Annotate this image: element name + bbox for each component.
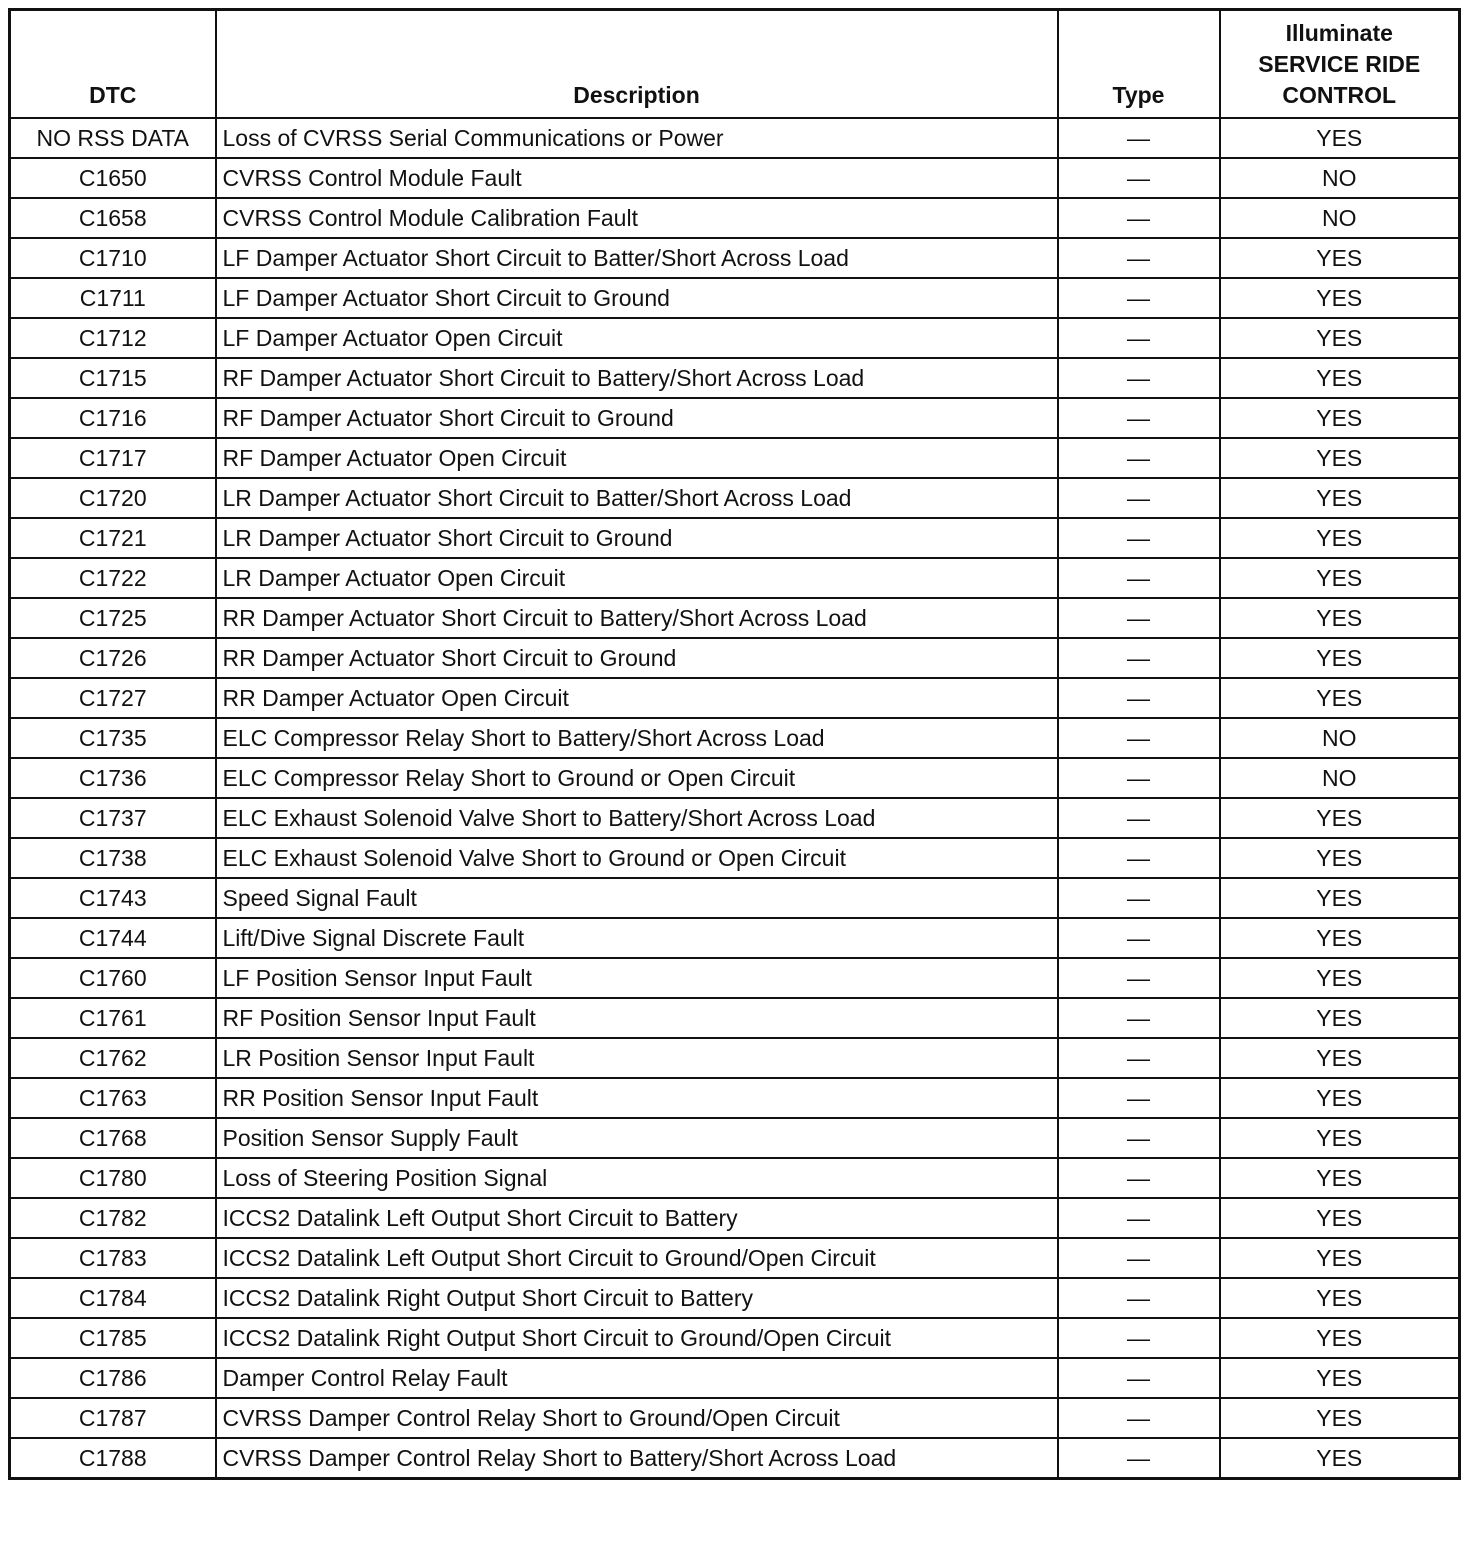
dtc-code-cell: C1786 — [10, 1358, 216, 1398]
type-cell: — — [1058, 678, 1220, 718]
type-cell: — — [1058, 1318, 1220, 1358]
illuminate-cell: YES — [1220, 1038, 1460, 1078]
table-row — [10, 1118, 1460, 1158]
illuminate-cell: YES — [1220, 598, 1460, 638]
type-cell: — — [1058, 1158, 1220, 1198]
table-row — [10, 318, 1460, 358]
header-row — [10, 10, 1460, 119]
table-row — [10, 918, 1460, 958]
type-cell: — — [1058, 238, 1220, 278]
illuminate-cell: YES — [1220, 1078, 1460, 1118]
type-cell: — — [1058, 838, 1220, 878]
illuminate-cell: YES — [1220, 1438, 1460, 1479]
dtc-code-cell: C1760 — [10, 958, 216, 998]
type-cell: — — [1058, 1118, 1220, 1158]
illuminate-cell: YES — [1220, 1198, 1460, 1238]
illuminate-cell: YES — [1220, 398, 1460, 438]
type-cell: — — [1058, 998, 1220, 1038]
table-row — [10, 838, 1460, 878]
dtc-code-cell: C1715 — [10, 358, 216, 398]
header-illuminate-line-2: SERVICE RIDE — [1258, 51, 1421, 77]
dtc-code-cell: C1738 — [10, 838, 216, 878]
table-row — [10, 878, 1460, 918]
description-cell: LF Position Sensor Input Fault — [216, 958, 1058, 998]
table-row — [10, 1158, 1460, 1198]
type-cell: — — [1058, 798, 1220, 838]
type-cell: — — [1058, 958, 1220, 998]
description-cell: CVRSS Control Module Fault — [216, 158, 1058, 198]
illuminate-cell: YES — [1220, 358, 1460, 398]
header-dtc: DTC — [10, 10, 216, 119]
description-cell: RF Damper Actuator Short Circuit to Ground — [216, 398, 1058, 438]
type-cell: — — [1058, 518, 1220, 558]
type-cell: — — [1058, 1078, 1220, 1118]
dtc-code-cell: C1737 — [10, 798, 216, 838]
header-illuminate-line-1: Illuminate — [1285, 20, 1393, 46]
dtc-code-cell: C1727 — [10, 678, 216, 718]
illuminate-cell: YES — [1220, 638, 1460, 678]
illuminate-cell: YES — [1220, 1118, 1460, 1158]
dtc-code-cell: C1787 — [10, 1398, 216, 1438]
illuminate-cell: YES — [1220, 1358, 1460, 1398]
description-cell: LF Damper Actuator Open Circuit — [216, 318, 1058, 358]
description-cell: RF Damper Actuator Open Circuit — [216, 438, 1058, 478]
type-cell: — — [1058, 638, 1220, 678]
dtc-code-cell: C1763 — [10, 1078, 216, 1118]
type-cell: — — [1058, 278, 1220, 318]
table-row — [10, 1318, 1460, 1358]
type-cell: — — [1058, 1198, 1220, 1238]
description-cell: LR Position Sensor Input Fault — [216, 1038, 1058, 1078]
illuminate-cell: YES — [1220, 1398, 1460, 1438]
description-cell: RF Damper Actuator Short Circuit to Battery/Short Across Load — [216, 358, 1058, 398]
illuminate-cell: NO — [1220, 718, 1460, 758]
table-row — [10, 1198, 1460, 1238]
type-cell: — — [1058, 558, 1220, 598]
table-row — [10, 158, 1460, 198]
dtc-code-cell: C1726 — [10, 638, 216, 678]
table-row — [10, 1438, 1460, 1479]
table-row — [10, 1398, 1460, 1438]
description-cell: Loss of CVRSS Serial Communications or Power — [216, 118, 1058, 158]
description-cell: ICCS2 Datalink Right Output Short Circuit to Ground/Open Circuit — [216, 1318, 1058, 1358]
description-cell: LR Damper Actuator Short Circuit to Ground — [216, 518, 1058, 558]
table-row — [10, 558, 1460, 598]
header-illuminate — [1220, 10, 1460, 119]
table-row — [10, 598, 1460, 638]
dtc-code-cell: C1721 — [10, 518, 216, 558]
illuminate-cell: YES — [1220, 518, 1460, 558]
description-cell: RF Position Sensor Input Fault — [216, 998, 1058, 1038]
header-illuminate-line-3: CONTROL — [1282, 82, 1397, 108]
dtc-code-cell: C1720 — [10, 478, 216, 518]
dtc-code-cell: C1710 — [10, 238, 216, 278]
type-cell: — — [1058, 158, 1220, 198]
table-row — [10, 798, 1460, 838]
illuminate-cell: YES — [1220, 118, 1460, 158]
description-cell: ELC Compressor Relay Short to Ground or Open Circuit — [216, 758, 1058, 798]
dtc-code-cell: C1735 — [10, 718, 216, 758]
description-cell: LF Damper Actuator Short Circuit to Ground — [216, 278, 1058, 318]
illuminate-cell: YES — [1220, 318, 1460, 358]
type-cell: — — [1058, 758, 1220, 798]
dtc-code-cell: C1782 — [10, 1198, 216, 1238]
type-cell: — — [1058, 1238, 1220, 1278]
dtc-code-cell: C1783 — [10, 1238, 216, 1278]
description-cell: LR Damper Actuator Open Circuit — [216, 558, 1058, 598]
type-cell: — — [1058, 318, 1220, 358]
illuminate-cell: YES — [1220, 238, 1460, 278]
description-cell: ELC Compressor Relay Short to Battery/Short Across Load — [216, 718, 1058, 758]
dtc-code-cell: C1658 — [10, 198, 216, 238]
description-cell: ELC Exhaust Solenoid Valve Short to Ground or Open Circuit — [216, 838, 1058, 878]
description-cell: Loss of Steering Position Signal — [216, 1158, 1058, 1198]
type-cell: — — [1058, 478, 1220, 518]
dtc-code-cell: C1725 — [10, 598, 216, 638]
table-row — [10, 718, 1460, 758]
illuminate-cell: YES — [1220, 558, 1460, 598]
type-cell: — — [1058, 398, 1220, 438]
dtc-code-cell: C1743 — [10, 878, 216, 918]
table-row — [10, 958, 1460, 998]
type-cell: — — [1058, 918, 1220, 958]
illuminate-cell: YES — [1220, 838, 1460, 878]
dtc-code-cell: C1744 — [10, 918, 216, 958]
illuminate-cell: YES — [1220, 1278, 1460, 1318]
description-cell: CVRSS Damper Control Relay Short to Ground/Open Circuit — [216, 1398, 1058, 1438]
illuminate-cell: NO — [1220, 198, 1460, 238]
table-row — [10, 358, 1460, 398]
illuminate-cell: YES — [1220, 998, 1460, 1038]
table-row — [10, 238, 1460, 278]
type-cell: — — [1058, 718, 1220, 758]
table-row — [10, 478, 1460, 518]
illuminate-cell: YES — [1220, 958, 1460, 998]
dtc-code-cell: C1785 — [10, 1318, 216, 1358]
dtc-code-cell: C1761 — [10, 998, 216, 1038]
dtc-code-cell: C1650 — [10, 158, 216, 198]
description-cell: LF Damper Actuator Short Circuit to Batter/Short Across Load — [216, 238, 1058, 278]
dtc-code-cell: C1788 — [10, 1438, 216, 1479]
dtc-code-cell: C1722 — [10, 558, 216, 598]
table-row — [10, 438, 1460, 478]
illuminate-cell: YES — [1220, 678, 1460, 718]
header-description: Description — [216, 10, 1058, 119]
type-cell: — — [1058, 1438, 1220, 1479]
illuminate-cell: YES — [1220, 1238, 1460, 1278]
table-body — [10, 118, 1460, 1479]
dtc-code-cell: C1711 — [10, 278, 216, 318]
table-row — [10, 1278, 1460, 1318]
description-cell: Position Sensor Supply Fault — [216, 1118, 1058, 1158]
table-row — [10, 278, 1460, 318]
dtc-code-cell: C1716 — [10, 398, 216, 438]
description-cell: LR Damper Actuator Short Circuit to Batter/Short Across Load — [216, 478, 1058, 518]
description-cell: RR Damper Actuator Open Circuit — [216, 678, 1058, 718]
dtc-code-cell: C1780 — [10, 1158, 216, 1198]
description-cell: RR Damper Actuator Short Circuit to Ground — [216, 638, 1058, 678]
illuminate-cell: YES — [1220, 278, 1460, 318]
table-row — [10, 1038, 1460, 1078]
description-cell: CVRSS Damper Control Relay Short to Battery/Short Across Load — [216, 1438, 1058, 1479]
description-cell: Damper Control Relay Fault — [216, 1358, 1058, 1398]
description-cell: RR Damper Actuator Short Circuit to Battery/Short Across Load — [216, 598, 1058, 638]
illuminate-cell: YES — [1220, 878, 1460, 918]
table-row — [10, 518, 1460, 558]
dtc-code-cell: C1762 — [10, 1038, 216, 1078]
illuminate-cell: YES — [1220, 1158, 1460, 1198]
description-cell: RR Position Sensor Input Fault — [216, 1078, 1058, 1118]
illuminate-cell: YES — [1220, 918, 1460, 958]
table-row — [10, 1078, 1460, 1118]
description-cell: ICCS2 Datalink Left Output Short Circuit to Ground/Open Circuit — [216, 1238, 1058, 1278]
illuminate-cell: YES — [1220, 1318, 1460, 1358]
description-cell: ELC Exhaust Solenoid Valve Short to Battery/Short Across Load — [216, 798, 1058, 838]
type-cell: — — [1058, 1278, 1220, 1318]
illuminate-cell: YES — [1220, 438, 1460, 478]
table-header — [10, 10, 1460, 119]
dtc-table — [8, 8, 1461, 1480]
description-cell: ICCS2 Datalink Left Output Short Circuit to Battery — [216, 1198, 1058, 1238]
table-row — [10, 1238, 1460, 1278]
illuminate-cell: NO — [1220, 158, 1460, 198]
table-row — [10, 118, 1460, 158]
table-row — [10, 998, 1460, 1038]
illuminate-cell: YES — [1220, 798, 1460, 838]
type-cell: — — [1058, 878, 1220, 918]
illuminate-cell: NO — [1220, 758, 1460, 798]
description-cell: Lift/Dive Signal Discrete Fault — [216, 918, 1058, 958]
dtc-code-cell: C1784 — [10, 1278, 216, 1318]
description-cell: CVRSS Control Module Calibration Fault — [216, 198, 1058, 238]
table-row — [10, 398, 1460, 438]
table-row — [10, 758, 1460, 798]
dtc-code-cell: C1736 — [10, 758, 216, 798]
dtc-code-cell: C1717 — [10, 438, 216, 478]
dtc-code-cell: NO RSS DATA — [10, 118, 216, 158]
type-cell: — — [1058, 1038, 1220, 1078]
table-row — [10, 198, 1460, 238]
type-cell: — — [1058, 1398, 1220, 1438]
table-row — [10, 678, 1460, 718]
type-cell: — — [1058, 598, 1220, 638]
type-cell: — — [1058, 358, 1220, 398]
dtc-code-cell: C1712 — [10, 318, 216, 358]
type-cell: — — [1058, 1358, 1220, 1398]
illuminate-cell: YES — [1220, 478, 1460, 518]
description-cell: ICCS2 Datalink Right Output Short Circuit to Battery — [216, 1278, 1058, 1318]
type-cell: — — [1058, 438, 1220, 478]
header-type: Type — [1058, 10, 1220, 119]
table-row — [10, 1358, 1460, 1398]
type-cell: — — [1058, 198, 1220, 238]
dtc-code-cell: C1768 — [10, 1118, 216, 1158]
description-cell: Speed Signal Fault — [216, 878, 1058, 918]
table-row — [10, 638, 1460, 678]
type-cell: — — [1058, 118, 1220, 158]
